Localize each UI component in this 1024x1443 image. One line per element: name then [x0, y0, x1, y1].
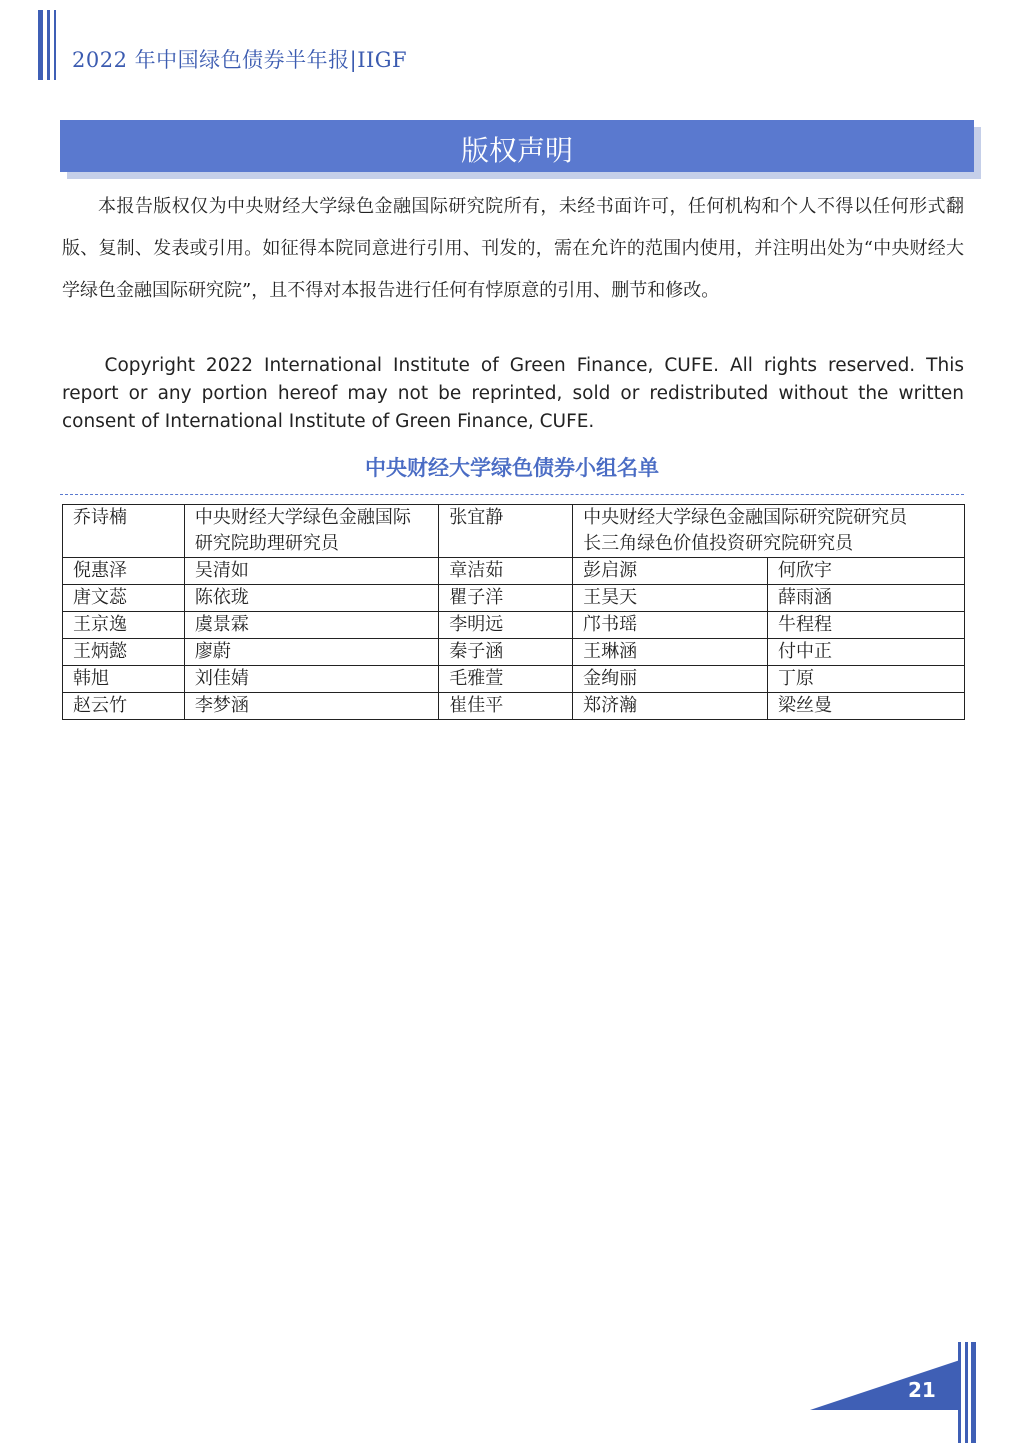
table-cell: 彭启源	[573, 558, 768, 585]
team-list-title: 中央财经大学绿色债券小组名单	[365, 456, 659, 480]
table-row	[63, 693, 965, 720]
table-cell: 何欣宇	[768, 558, 965, 585]
table-cell: 丁原	[768, 666, 965, 693]
table-row	[63, 585, 965, 612]
section-title: 版权声明	[460, 134, 573, 167]
table-cell: 倪惠泽	[63, 558, 185, 585]
role-line: 长三角绿色价值投资研究院研究员	[583, 533, 854, 554]
table-cell: 赵云竹	[63, 693, 185, 720]
table-row	[63, 612, 965, 639]
table-cell: 王琳涵	[573, 639, 768, 666]
table-cell: 章洁茹	[439, 558, 573, 585]
table-cell: 廖蔚	[184, 639, 438, 666]
table-cell: 李梦涵	[184, 693, 438, 720]
table-cell: 牛程程	[768, 612, 965, 639]
copyright-english: Copyright 2022 International Institute of Green Finance, CUFE. All rights reserved. This report or any portion hereof may not be reprinted, sold or redistributed without the written consent of International Institute of Green Finance, CUFE.	[62, 355, 964, 432]
table-cell: 虞景霖	[184, 612, 438, 639]
running-header: 2022 年中国绿色债券半年报|IIGF	[72, 48, 408, 72]
table-row	[63, 666, 965, 693]
table-cell: 毛雅萱	[439, 666, 573, 693]
table-cell	[573, 505, 965, 558]
header-decoration-bars	[38, 10, 62, 80]
section-banner	[60, 120, 974, 172]
copyright-chinese: 本报告版权仅为中央财经大学绿色金融国际研究院所有，未经书面许可，任何机构和个人不得以任何形式翻版、复制、发表或引用。如征得本院同意进行引用、刊发的，需在允许的范围内使用，并注明出处为“中央财经大学绿色金融国际研究院”，且不得对本报告进行任何有悖原意的引用、删节和修改。	[62, 196, 964, 301]
table-cell: 秦子涵	[439, 639, 573, 666]
table-cell: 刘佳婧	[184, 666, 438, 693]
dashed-divider	[60, 494, 964, 495]
table-cell: 瞿子洋	[439, 585, 573, 612]
table-cell: 陈依珑	[184, 585, 438, 612]
table-row	[63, 505, 965, 558]
footer-decoration-bars	[958, 1342, 978, 1443]
table-cell: 郑济瀚	[573, 693, 768, 720]
table-cell: 王昊天	[573, 585, 768, 612]
table-cell: 王京逸	[63, 612, 185, 639]
table-cell: 李明远	[439, 612, 573, 639]
table-cell: 唐文蕊	[63, 585, 185, 612]
table-cell: 中央财经大学绿色金融国际研究院助理研究员	[184, 505, 438, 558]
table-cell: 王炳懿	[63, 639, 185, 666]
table-row	[63, 558, 965, 585]
table-cell: 韩旭	[63, 666, 185, 693]
role-line: 中央财经大学绿色金融国际研究院研究员	[583, 507, 908, 528]
team-member-table	[62, 504, 965, 720]
table-cell: 张宜静	[439, 505, 573, 558]
table-cell: 乔诗楠	[63, 505, 185, 558]
table-cell: 付中正	[768, 639, 965, 666]
table-cell: 金绚丽	[573, 666, 768, 693]
page-number: 21	[908, 1378, 936, 1402]
table-cell: 崔佳平	[439, 693, 573, 720]
table-row	[63, 639, 965, 666]
page-number-triangle	[810, 1360, 960, 1410]
table-cell: 邝书瑶	[573, 612, 768, 639]
table-cell: 薛雨涵	[768, 585, 965, 612]
table-cell: 吴清如	[184, 558, 438, 585]
table-cell: 梁丝曼	[768, 693, 965, 720]
